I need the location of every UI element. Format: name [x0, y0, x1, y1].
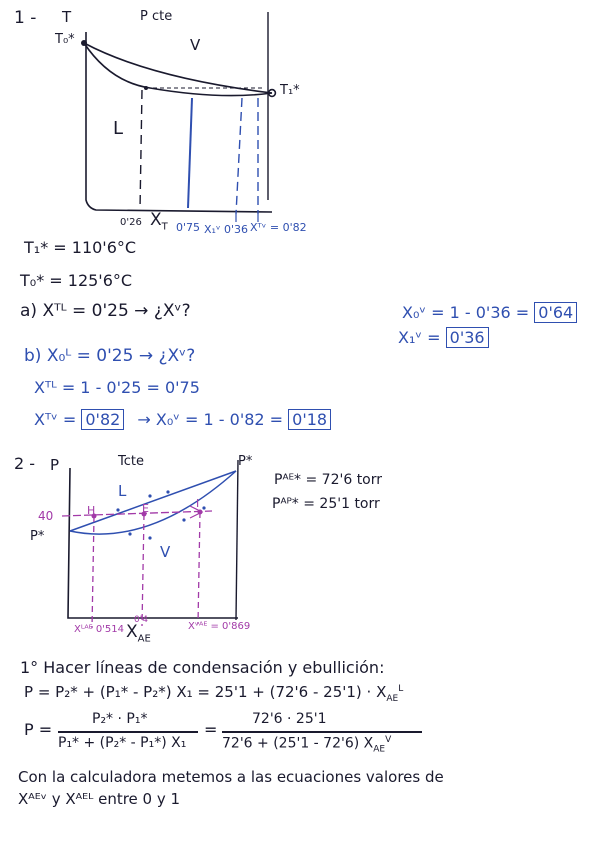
- equation-bubble-line: [24, 685, 403, 704]
- tick-label-mid-value: 0'4: [134, 615, 148, 625]
- equation-bubble-main: P = P₂* + (P₁* - P₂*) X₁ = 25'1 + (72'6 - 25'1) · X: [24, 683, 387, 701]
- x-axis-label-sub: T: [161, 221, 168, 233]
- equation-dew-rhs-fraction-bar: [222, 731, 422, 733]
- region-liquid-label-2: L: [118, 482, 127, 500]
- tick-label-xae-main: X: [126, 622, 138, 642]
- axis-label-t: T: [62, 8, 72, 26]
- x-axis-label-main: X: [150, 210, 162, 230]
- p-star-right-label: P*: [238, 454, 253, 469]
- part-a-boxed-x0v: 0'64: [534, 302, 577, 323]
- t1-star-label: T₁*: [280, 83, 300, 98]
- equation-dew-denominator: P₁* + (P₂* - P₁*) X₁: [58, 735, 187, 751]
- tick-label-xae-l: Xᴸᴬᴱ 0'514: [74, 624, 125, 635]
- part-a-calc-x0v: X₀ᵛ = 1 - 0'36 =: [402, 303, 530, 322]
- point-e-label: E: [142, 502, 149, 515]
- tick-label-x1v: X₁ᵛ 0'36: [204, 223, 249, 236]
- point-h-label: H: [87, 504, 96, 517]
- equation-dew-rhs-numerator: 72'6 · 25'1: [252, 711, 327, 727]
- part-a-answer-x0v: [402, 305, 577, 321]
- part-a-calc-x1v: X₁ᵛ =: [398, 328, 441, 347]
- pure-pressure-ap: Pᴬᴾ* = 25'1 torr: [272, 496, 380, 512]
- tick-label-026: 0'26: [120, 217, 142, 228]
- equation-dew-rhs-den-sup: V: [385, 735, 392, 745]
- pressure-40-label: 40: [38, 509, 54, 523]
- equation-dew-rhs-denominator: [222, 736, 391, 754]
- phase-diagram-1: [0, 0, 600, 250]
- region-liquid-label: L: [113, 118, 124, 139]
- x-axis-label: [150, 212, 168, 232]
- tick-label-075: 0'75: [176, 221, 201, 234]
- t0-star-label: T₀*: [55, 32, 75, 47]
- pure-pressure-ae: Pᴬᴱ* = 72'6 torr: [274, 472, 383, 488]
- problem-2-number: 2 -: [14, 454, 36, 473]
- part-b-calc-x0v: → X₀ᵛ = 1 - 0'82 =: [137, 410, 284, 429]
- point-i-label: I: [196, 497, 200, 510]
- equation-dew-equals: =: [204, 720, 218, 739]
- equation-bubble-sup: L: [398, 684, 404, 694]
- step-1-heading: 1° Hacer líneas de condensación y ebullición:: [20, 658, 385, 677]
- condition-p-cte: P cte: [140, 9, 173, 24]
- conclusion-line-1: Con la calculadora metemos a las ecuaciones valores de: [18, 768, 444, 786]
- equation-dew-rhs-den-main: 72'6 + (25'1 - 72'6) X: [222, 735, 374, 752]
- t1-star-value: T₁* = 110'6°C: [24, 238, 137, 257]
- equation-dew-numerator: P₂* · P₁*: [92, 711, 148, 727]
- part-b-boxed-x0v: 0'18: [288, 409, 331, 430]
- t0-star-value: T₀* = 125'6°C: [20, 271, 133, 290]
- part-b-boxed-xtv: 0'82: [81, 409, 124, 430]
- equation-dew-fraction-bar: [58, 731, 198, 733]
- tick-label-xae-v: Xᵛᴬᴱ = 0'869: [188, 621, 251, 632]
- part-a-answer-x1v: [398, 330, 489, 346]
- region-vapor-label: V: [190, 36, 201, 54]
- part-a-question: a) Xᵀᴸ = 0'25 → ¿Xᵛ?: [20, 301, 191, 321]
- equation-dew-rhs-den-sub: AE: [373, 744, 386, 755]
- part-b-calc-xtv: Xᵀᵛ =: [34, 410, 77, 429]
- region-vapor-label-2: V: [160, 543, 171, 561]
- problem-1-number: 1 -: [14, 8, 37, 28]
- p-star-left-label: P*: [30, 529, 45, 544]
- conclusion-line-2: Xᴬᴱᵛ y Xᴬᴱᴸ entre 0 y 1: [18, 790, 181, 808]
- tick-label-xae-sub: AE: [137, 633, 151, 645]
- tick-label-xae: [126, 624, 151, 644]
- part-b-answer-line: [34, 412, 331, 428]
- tick-label-xtv: Xᵀᵛ = 0'82: [250, 221, 307, 234]
- part-a-boxed-x1v: 0'36: [446, 327, 489, 348]
- equation-dew-lhs: P =: [24, 720, 53, 739]
- part-b-question: b) X₀ᴸ = 0'25 → ¿Xᵛ?: [24, 346, 196, 366]
- axis-label-p: P: [50, 456, 60, 474]
- equation-bubble-sub: AE: [386, 694, 399, 704]
- part-b-calc-xtl: Xᵀᴸ = 1 - 0'25 = 0'75: [34, 378, 200, 397]
- condition-t-cte: Tcte: [118, 454, 144, 469]
